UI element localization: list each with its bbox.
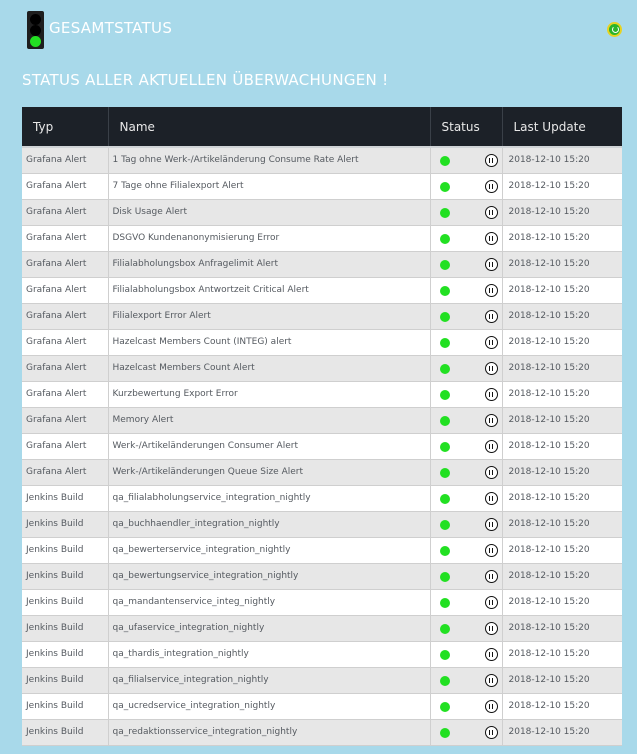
pause-icon[interactable] <box>485 206 498 219</box>
table-row[interactable] <box>22 667 622 693</box>
cell-last-update: 2018-12-10 15:20 <box>502 537 622 563</box>
status-ok-indicator <box>440 442 450 452</box>
cell-last-update: 2018-12-10 15:20 <box>502 355 622 381</box>
cell-typ: Jenkins Build <box>22 537 108 563</box>
pause-icon[interactable] <box>485 622 498 635</box>
table-row[interactable] <box>22 537 622 563</box>
cell-status <box>430 173 502 199</box>
table-header-row <box>22 107 622 147</box>
pause-icon[interactable] <box>485 596 498 609</box>
cell-last-update: 2018-12-10 15:20 <box>502 433 622 459</box>
cell-name: Werk-/Artikeländerungen Consumer Alert <box>108 433 430 459</box>
cell-name: Memory Alert <box>108 407 430 433</box>
cell-status <box>430 251 502 277</box>
table-row[interactable] <box>22 615 622 641</box>
column-header-last-update[interactable]: Last Update <box>502 107 622 147</box>
cell-status <box>430 329 502 355</box>
status-ok-indicator <box>440 624 450 634</box>
cell-name: Filialabholungsbox Antwortzeit Critical Alert <box>108 277 430 303</box>
status-ok-indicator <box>440 156 450 166</box>
pause-icon[interactable] <box>485 570 498 583</box>
table-row[interactable] <box>22 303 622 329</box>
status-ok-indicator <box>440 572 450 582</box>
cell-status <box>430 225 502 251</box>
status-ok-indicator <box>440 338 450 348</box>
table-row[interactable] <box>22 641 622 667</box>
cell-typ: Grafana Alert <box>22 225 108 251</box>
cell-name: 7 Tage ohne Filialexport Alert <box>108 173 430 199</box>
cell-name: Filialabholungsbox Anfragelimit Alert <box>108 251 430 277</box>
table-row[interactable] <box>22 199 622 225</box>
cell-last-update: 2018-12-10 15:20 <box>502 615 622 641</box>
cell-typ: Grafana Alert <box>22 433 108 459</box>
cell-status <box>430 355 502 381</box>
traffic-light-icon <box>27 11 44 49</box>
pause-icon[interactable] <box>485 492 498 505</box>
cell-last-update: 2018-12-10 15:20 <box>502 459 622 485</box>
pause-icon[interactable] <box>485 440 498 453</box>
cell-last-update: 2018-12-10 15:20 <box>502 329 622 355</box>
column-header-typ[interactable]: Typ <box>22 107 108 147</box>
cell-status <box>430 615 502 641</box>
page-title: GESAMTSTATUS <box>49 19 173 37</box>
table-row[interactable] <box>22 459 622 485</box>
cell-status <box>430 693 502 719</box>
cell-status <box>430 511 502 537</box>
cell-last-update: 2018-12-10 15:20 <box>502 511 622 537</box>
status-ok-indicator <box>440 494 450 504</box>
traffic-light-green-lamp <box>30 36 41 47</box>
cell-last-update: 2018-12-10 15:20 <box>502 693 622 719</box>
cell-last-update: 2018-12-10 15:20 <box>502 251 622 277</box>
cell-status <box>430 537 502 563</box>
pause-icon[interactable] <box>485 336 498 349</box>
pause-icon[interactable] <box>485 362 498 375</box>
cell-typ: Grafana Alert <box>22 407 108 433</box>
cell-typ: Jenkins Build <box>22 615 108 641</box>
cell-name: Werk-/Artikeländerungen Queue Size Alert <box>108 459 430 485</box>
table-row[interactable] <box>22 329 622 355</box>
status-ok-indicator <box>440 676 450 686</box>
cell-name: 1 Tag ohne Werk-/Artikeländerung Consume Rate Alert <box>108 147 430 173</box>
cell-status <box>430 433 502 459</box>
cell-last-update: 2018-12-10 15:20 <box>502 199 622 225</box>
status-ok-indicator <box>440 260 450 270</box>
cell-typ: Grafana Alert <box>22 303 108 329</box>
section-subtitle: STATUS ALLER AKTUELLEN ÜBERWACHUNGEN ! <box>22 71 389 89</box>
cell-status <box>430 277 502 303</box>
status-ok-indicator <box>440 702 450 712</box>
cell-name: qa_bewertungservice_integration_nightly <box>108 563 430 589</box>
status-ok-indicator <box>440 390 450 400</box>
table-row[interactable] <box>22 407 622 433</box>
cell-name: Filialexport Error Alert <box>108 303 430 329</box>
cell-status <box>430 381 502 407</box>
cell-status <box>430 459 502 485</box>
status-ok-indicator <box>440 208 450 218</box>
cell-name: qa_redaktionsservice_integration_nightly <box>108 719 430 745</box>
pause-icon[interactable] <box>485 518 498 531</box>
cell-name: qa_ufaservice_integration_nightly <box>108 615 430 641</box>
status-ok-indicator <box>440 650 450 660</box>
cell-status <box>430 407 502 433</box>
header <box>0 0 637 60</box>
status-table <box>22 107 622 746</box>
table-row[interactable] <box>22 693 622 719</box>
cell-status <box>430 667 502 693</box>
cell-typ: Grafana Alert <box>22 459 108 485</box>
traffic-light-red-lamp <box>30 14 41 25</box>
cell-typ: Grafana Alert <box>22 147 108 173</box>
cell-typ: Jenkins Build <box>22 719 108 745</box>
cell-name: qa_bewerterservice_integration_nightly <box>108 537 430 563</box>
cell-last-update: 2018-12-10 15:20 <box>502 277 622 303</box>
cell-status <box>430 303 502 329</box>
cell-last-update: 2018-12-10 15:20 <box>502 563 622 589</box>
cell-typ: Grafana Alert <box>22 381 108 407</box>
pause-icon[interactable] <box>485 674 498 687</box>
cell-typ: Jenkins Build <box>22 485 108 511</box>
cell-status <box>430 147 502 173</box>
cell-typ: Jenkins Build <box>22 589 108 615</box>
cell-last-update: 2018-12-10 15:20 <box>502 407 622 433</box>
pause-icon[interactable] <box>485 388 498 401</box>
table-row[interactable] <box>22 173 622 199</box>
pause-icon[interactable] <box>485 258 498 271</box>
status-ok-indicator <box>440 546 450 556</box>
table-row[interactable] <box>22 381 622 407</box>
cell-name: qa_mandantenservice_integ_nightly <box>108 589 430 615</box>
pause-icon[interactable] <box>485 284 498 297</box>
cell-typ: Jenkins Build <box>22 693 108 719</box>
status-ok-indicator <box>440 286 450 296</box>
pause-icon[interactable] <box>485 180 498 193</box>
cell-last-update: 2018-12-10 15:20 <box>502 173 622 199</box>
cell-status <box>430 589 502 615</box>
cell-typ: Jenkins Build <box>22 563 108 589</box>
pause-icon[interactable] <box>485 232 498 245</box>
cell-last-update: 2018-12-10 15:20 <box>502 485 622 511</box>
table-row[interactable] <box>22 511 622 537</box>
status-ok-indicator <box>440 520 450 530</box>
table-row[interactable] <box>22 225 622 251</box>
status-ok-indicator <box>440 468 450 478</box>
cell-typ: Jenkins Build <box>22 511 108 537</box>
pause-icon[interactable] <box>485 414 498 427</box>
cell-last-update: 2018-12-10 15:20 <box>502 589 622 615</box>
table-row[interactable] <box>22 251 622 277</box>
cell-typ: Grafana Alert <box>22 329 108 355</box>
status-ok-indicator <box>440 598 450 608</box>
cell-name: qa_filialservice_integration_nightly <box>108 667 430 693</box>
cell-name: Kurzbewertung Export Error <box>108 381 430 407</box>
status-ok-indicator <box>440 234 450 244</box>
cell-last-update: 2018-12-10 15:20 <box>502 641 622 667</box>
cell-status <box>430 485 502 511</box>
cell-typ: Grafana Alert <box>22 251 108 277</box>
cell-name: qa_thardis_integration_nightly <box>108 641 430 667</box>
cell-name: Disk Usage Alert <box>108 199 430 225</box>
table-row[interactable] <box>22 433 622 459</box>
cell-typ: Grafana Alert <box>22 173 108 199</box>
table-row[interactable] <box>22 589 622 615</box>
cell-status <box>430 563 502 589</box>
cell-name: qa_buchhaendler_integration_nightly <box>108 511 430 537</box>
table-row[interactable] <box>22 485 622 511</box>
cell-last-update: 2018-12-10 15:20 <box>502 225 622 251</box>
cell-name: Hazelcast Members Count (INTEG) alert <box>108 329 430 355</box>
cell-status <box>430 641 502 667</box>
cell-name: qa_filialabholungservice_integration_nightly <box>108 485 430 511</box>
cell-last-update: 2018-12-10 15:20 <box>502 381 622 407</box>
refresh-icon[interactable] <box>607 22 622 37</box>
status-ok-indicator <box>440 728 450 738</box>
cell-last-update: 2018-12-10 15:20 <box>502 303 622 329</box>
cell-typ: Grafana Alert <box>22 277 108 303</box>
pause-icon[interactable] <box>485 466 498 479</box>
status-ok-indicator <box>440 416 450 426</box>
cell-last-update: 2018-12-10 15:20 <box>502 147 622 173</box>
status-ok-indicator <box>440 312 450 322</box>
table-row[interactable] <box>22 355 622 381</box>
table-row[interactable] <box>22 719 622 745</box>
traffic-light-yellow-lamp <box>30 25 41 36</box>
cell-typ: Jenkins Build <box>22 641 108 667</box>
column-header-status[interactable]: Status <box>430 107 502 147</box>
column-header-name[interactable]: Name <box>108 107 430 147</box>
status-ok-indicator <box>440 364 450 374</box>
table-row[interactable] <box>22 563 622 589</box>
pause-icon[interactable] <box>485 700 498 713</box>
cell-status <box>430 719 502 745</box>
pause-icon[interactable] <box>485 648 498 661</box>
table-row[interactable] <box>22 277 622 303</box>
pause-icon[interactable] <box>485 154 498 167</box>
cell-last-update: 2018-12-10 15:20 <box>502 667 622 693</box>
cell-last-update: 2018-12-10 15:20 <box>502 719 622 745</box>
cell-name: Hazelcast Members Count Alert <box>108 355 430 381</box>
pause-icon[interactable] <box>485 310 498 323</box>
cell-typ: Jenkins Build <box>22 667 108 693</box>
table-row[interactable] <box>22 147 622 173</box>
cell-name: DSGVO Kundenanonymisierung Error <box>108 225 430 251</box>
pause-icon[interactable] <box>485 726 498 739</box>
pause-icon[interactable] <box>485 544 498 557</box>
cell-typ: Grafana Alert <box>22 355 108 381</box>
cell-name: qa_ucredservice_integration_nightly <box>108 693 430 719</box>
status-ok-indicator <box>440 182 450 192</box>
cell-status <box>430 199 502 225</box>
cell-typ: Grafana Alert <box>22 199 108 225</box>
